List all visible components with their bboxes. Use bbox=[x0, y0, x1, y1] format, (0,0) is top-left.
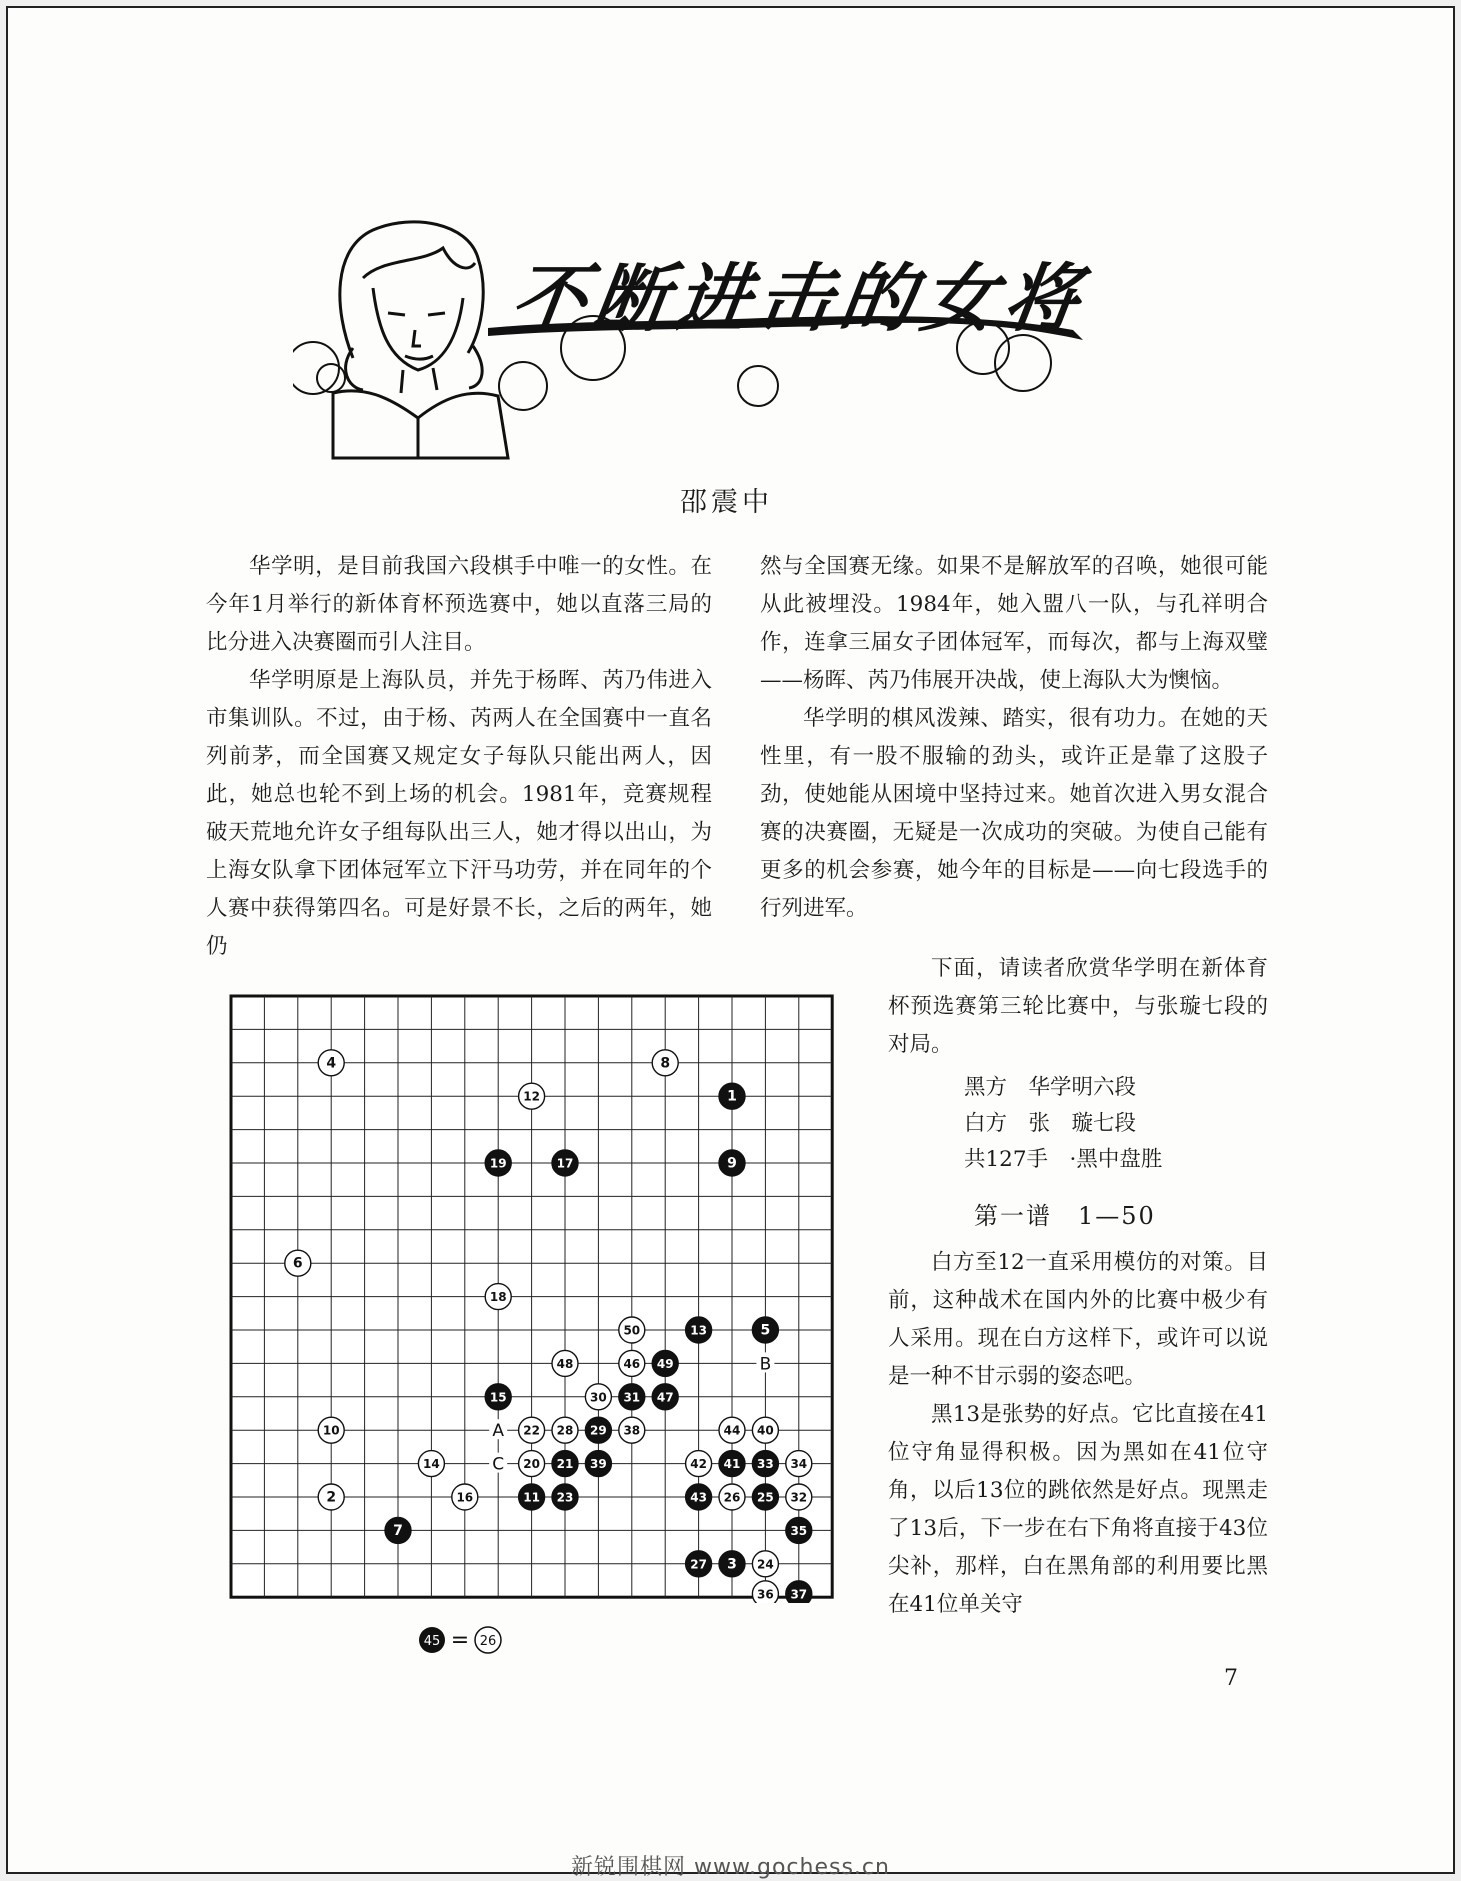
stone-number: 3 bbox=[727, 1556, 737, 1573]
black-player: 黑方 华学明六段 bbox=[964, 1075, 1137, 1100]
stone-number: 39 bbox=[590, 1457, 607, 1472]
book-page bbox=[6, 6, 1455, 1874]
stone-number: 7 bbox=[393, 1522, 403, 1539]
note-white-number: 26 bbox=[479, 1634, 497, 1649]
stone-number: 49 bbox=[656, 1356, 674, 1371]
right-column bbox=[760, 548, 1268, 928]
paragraph: 白方至12一直采用模仿的对策。目前，这种战术在国内外的比赛中极少有人采用。现在白方这样下，或许可以说是一种不甘示弱的姿态吧。 bbox=[888, 1250, 1268, 1389]
stone-number: 47 bbox=[656, 1390, 674, 1405]
stone-number: 36 bbox=[757, 1587, 774, 1602]
stone-number: 1 bbox=[727, 1088, 737, 1105]
stone-number: 25 bbox=[757, 1490, 774, 1505]
stone-number: 34 bbox=[790, 1457, 808, 1472]
stone-number: 24 bbox=[757, 1557, 774, 1572]
stone-number: 23 bbox=[556, 1490, 574, 1505]
stone-number: 42 bbox=[690, 1457, 707, 1472]
stone-number: 27 bbox=[690, 1557, 707, 1572]
stone-number: 15 bbox=[489, 1390, 507, 1405]
stone-number: 13 bbox=[690, 1323, 707, 1338]
portrait-illustration bbox=[333, 222, 508, 458]
stone-number: 19 bbox=[489, 1156, 507, 1171]
stone-number: 44 bbox=[723, 1423, 741, 1438]
left-column bbox=[206, 548, 712, 966]
stone-number: 35 bbox=[790, 1523, 808, 1538]
paragraph: 华学明的棋风泼辣、踏实，很有功力。在她的天性里，有一股不服输的劲头，或许正是靠了这股子劲，使她能从困境中坚持过来。她首次进入男女混合赛的决赛圈，无疑是一次成功的突破。为使自己能有更多的机会参赛，她今年的目标是——向七段选手的行列进军。 bbox=[760, 706, 1268, 921]
article-title: 不断进击的女将 bbox=[506, 256, 1093, 342]
stone-number: 6 bbox=[292, 1255, 303, 1272]
stone-number: 37 bbox=[790, 1587, 808, 1602]
stone-number: 9 bbox=[727, 1155, 737, 1172]
paragraph: 华学明，是目前我国六段棋手中唯一的女性。在今年1月举行的新体育杯预选赛中，她以直落三局的比分进入决赛圈而引人注目。 bbox=[206, 554, 712, 655]
board-label-B: B bbox=[759, 1354, 772, 1375]
stone-number: 41 bbox=[723, 1457, 741, 1472]
paragraph: 然与全国赛无缘。如果不是解放军的召唤，她很可能从此被埋没。1984年，她入盟八一队，与孔祥明合作，连拿三届女子团体冠军，而每次，都与上海双璧——杨晖、芮乃伟展开决战，使上海队大为懊恼。 bbox=[760, 554, 1268, 693]
stone-number: 12 bbox=[523, 1089, 540, 1104]
stone-number: 18 bbox=[489, 1290, 507, 1305]
board-label-A: A bbox=[492, 1421, 505, 1442]
paragraph: 黑13是张势的好点。它比直接在41位守角显得积极。因为黑如在41位守角，以后13位的跳依然是好点。现黑走了13后，下一步在右下角将直接于43位尖补，那样，白在黑角部的利用要比黑在41位单关守 bbox=[888, 1402, 1268, 1617]
stone-number: 14 bbox=[423, 1457, 440, 1472]
stone-number: 2 bbox=[326, 1489, 337, 1506]
stone-number: 50 bbox=[623, 1323, 641, 1338]
stone-number: 20 bbox=[523, 1457, 540, 1472]
stone-number: 22 bbox=[523, 1423, 540, 1438]
note-black-number: 45 bbox=[423, 1634, 441, 1649]
stone-number: 11 bbox=[523, 1490, 540, 1505]
stone-number: 10 bbox=[322, 1423, 340, 1438]
game-result: 共127手 ·黑中盘胜 bbox=[964, 1147, 1163, 1172]
stone-number: 31 bbox=[623, 1390, 641, 1405]
stone-number: 29 bbox=[590, 1423, 607, 1438]
commentary-column bbox=[888, 1244, 1268, 1624]
stone-number: 16 bbox=[456, 1490, 474, 1505]
author-name: 邵震中 bbox=[680, 487, 773, 518]
page-number: 7 bbox=[1224, 1666, 1238, 1691]
note-equals: = bbox=[450, 1628, 470, 1653]
white-player: 白方 张 璇七段 bbox=[964, 1111, 1137, 1136]
stone-number: 33 bbox=[757, 1457, 774, 1472]
stone-number: 21 bbox=[556, 1457, 574, 1472]
stone-number: 8 bbox=[660, 1055, 671, 1072]
watermark-footer: 新锐围棋网 www.gochess.cn bbox=[571, 1855, 890, 1880]
stone-number: 40 bbox=[757, 1423, 774, 1438]
board-label-C: C bbox=[492, 1454, 505, 1475]
paragraph: 下面，请读者欣赏华学明在新体育杯预选赛第三轮比赛中，与张璇七段的对局。 bbox=[888, 956, 1268, 1057]
stone-number: 43 bbox=[690, 1490, 707, 1505]
stone-number: 30 bbox=[590, 1390, 607, 1405]
stone-number: 28 bbox=[556, 1423, 574, 1438]
stone-number: 32 bbox=[790, 1490, 808, 1505]
stone-number: 48 bbox=[556, 1356, 574, 1371]
intro-paragraph bbox=[888, 950, 1268, 1064]
stone-number: 26 bbox=[723, 1490, 741, 1505]
diagram-caption: 第一谱 1—50 bbox=[974, 1202, 1156, 1230]
stone-number: 17 bbox=[556, 1156, 574, 1171]
paragraph: 华学明原是上海队员，并先于杨晖、芮乃伟进入市集训队。不过，由于杨、芮两人在全国赛中一直名列前茅，而全国赛又规定女子每队只能出两人，因此，她总也轮不到上场的机会。1981年，竞赛规程破天荒地允许女子组每队出三人，她才得以出山，为上海女队拿下团体冠军立下汗马功劳，并在同年的个人赛中获得第四名。可是好景不长，之后的两年，她仍 bbox=[206, 668, 712, 959]
stone-number: 46 bbox=[623, 1356, 641, 1371]
board-note bbox=[416, 1622, 506, 1658]
stone-number: 38 bbox=[623, 1423, 641, 1438]
go-board-diagram bbox=[223, 988, 854, 1603]
stone-number: 5 bbox=[760, 1322, 771, 1339]
stone-number: 4 bbox=[326, 1055, 337, 1072]
